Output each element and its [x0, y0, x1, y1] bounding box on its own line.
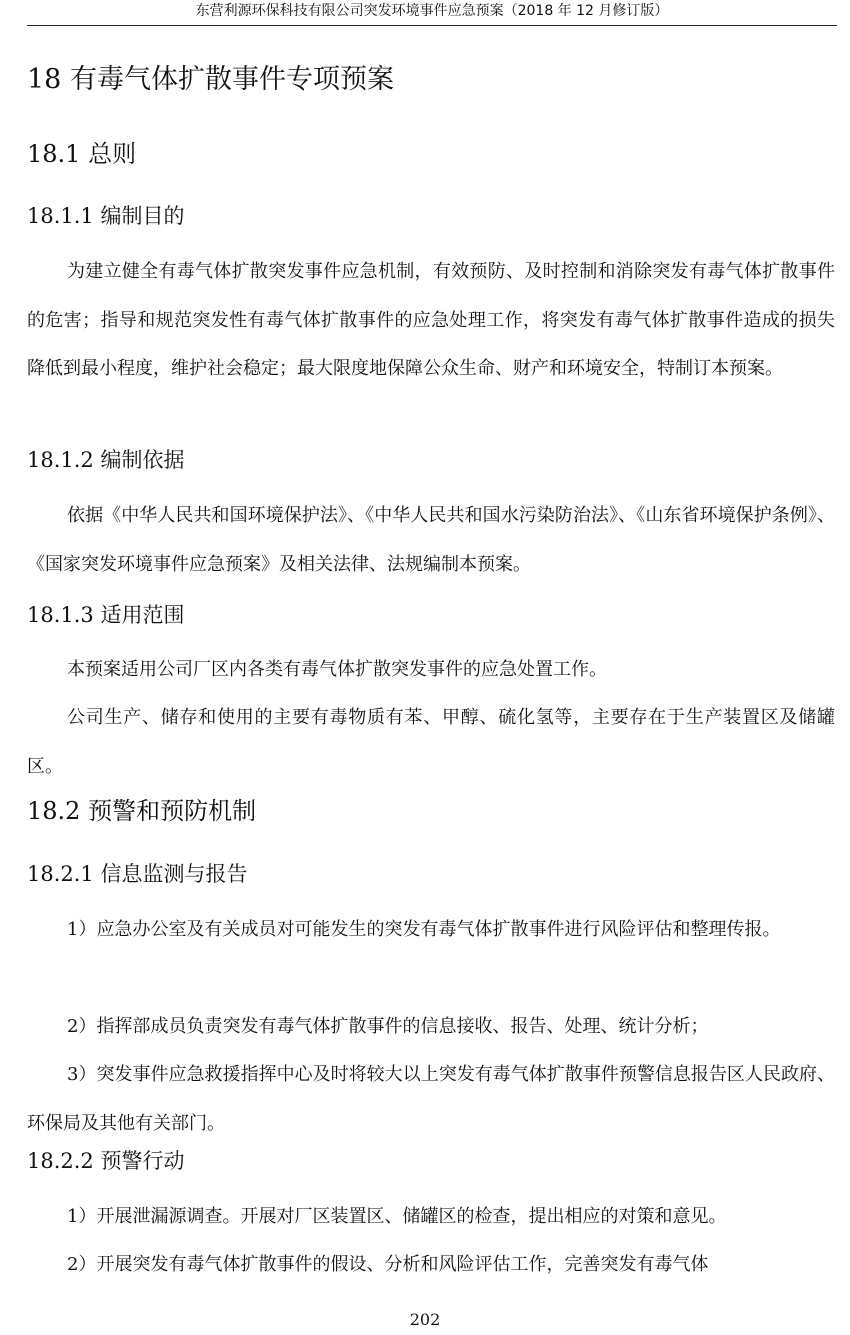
subsection-heading-18-1-3: 18.1.3 适用范围 [27, 603, 185, 627]
subsection-heading-18-2-1: 18.2.1 信息监测与报告 [27, 862, 248, 886]
subsection-heading-18-2-2: 18.2.2 预警行动 [27, 1149, 185, 1173]
paragraph-monitoring-1: 1）应急办公室及有关成员对可能发生的突发有毒气体扩散事件进行风险评估和整理传报。 [67, 919, 781, 940]
paragraph-warning-2: 2）开展突发有毒气体扩散事件的假设、分析和风险评估工作，完善突发有毒气体 [67, 1254, 709, 1275]
paragraph-warning-1: 1）开展泄漏源调查。开展对厂区装置区、储罐区的检查，提出相应的对策和意见。 [67, 1206, 727, 1227]
page-number: 202 [409, 1310, 441, 1329]
page-header: 东营利源环保科技有限公司突发环境事件应急预案（2018 年 12 月修订版） [27, 0, 837, 26]
paragraph-monitoring-2: 2）指挥部成员负责突发有毒气体扩散事件的信息接收、报告、处理、统计分析； [67, 1016, 709, 1037]
subsection-heading-18-1-1: 18.1.1 编制目的 [27, 204, 185, 228]
paragraph-monitoring-3: 3）突发事件应急救援指挥中心及时将较大以上突发有毒气体扩散事件预警信息报告区人民政府、环保局及其他有关部门。 [27, 1064, 835, 1134]
paragraph-purpose: 为建立健全有毒气体扩散突发事件应急机制，有效预防、及时控制和消除突发有毒气体扩散事件的危害；指导和规范突发性有毒气体扩散事件的应急处理工作，将突发有毒气体扩散事件造成的损失降低到最小程度，维护社会稳定；最大限度地保障公众生命、财产和环境安全，特制订本预案。 [27, 261, 835, 379]
paragraph-scope-1: 本预案适用公司厂区内各类有毒气体扩散突发事件的应急处置工作。 [67, 659, 607, 680]
subsection-heading-18-1-2: 18.1.2 编制依据 [27, 448, 185, 472]
section-heading-18-2: 18.2 预警和预防机制 [27, 797, 257, 825]
chapter-title: 18 有毒气体扩散事件专项预案 [27, 64, 394, 95]
paragraph-scope-2: 公司生产、储存和使用的主要有毒物质有苯、甲醇、硫化氢等，主要存在于生产装置区及储罐区。 [27, 707, 835, 777]
paragraph-basis: 依据《中华人民共和国环境保护法》、《中华人民共和国水污染防治法》、《山东省环境保护条例》、《国家突发环境事件应急预案》及相关法律、法规编制本预案。 [27, 505, 835, 575]
section-heading-18-1: 18.1 总则 [27, 140, 137, 168]
